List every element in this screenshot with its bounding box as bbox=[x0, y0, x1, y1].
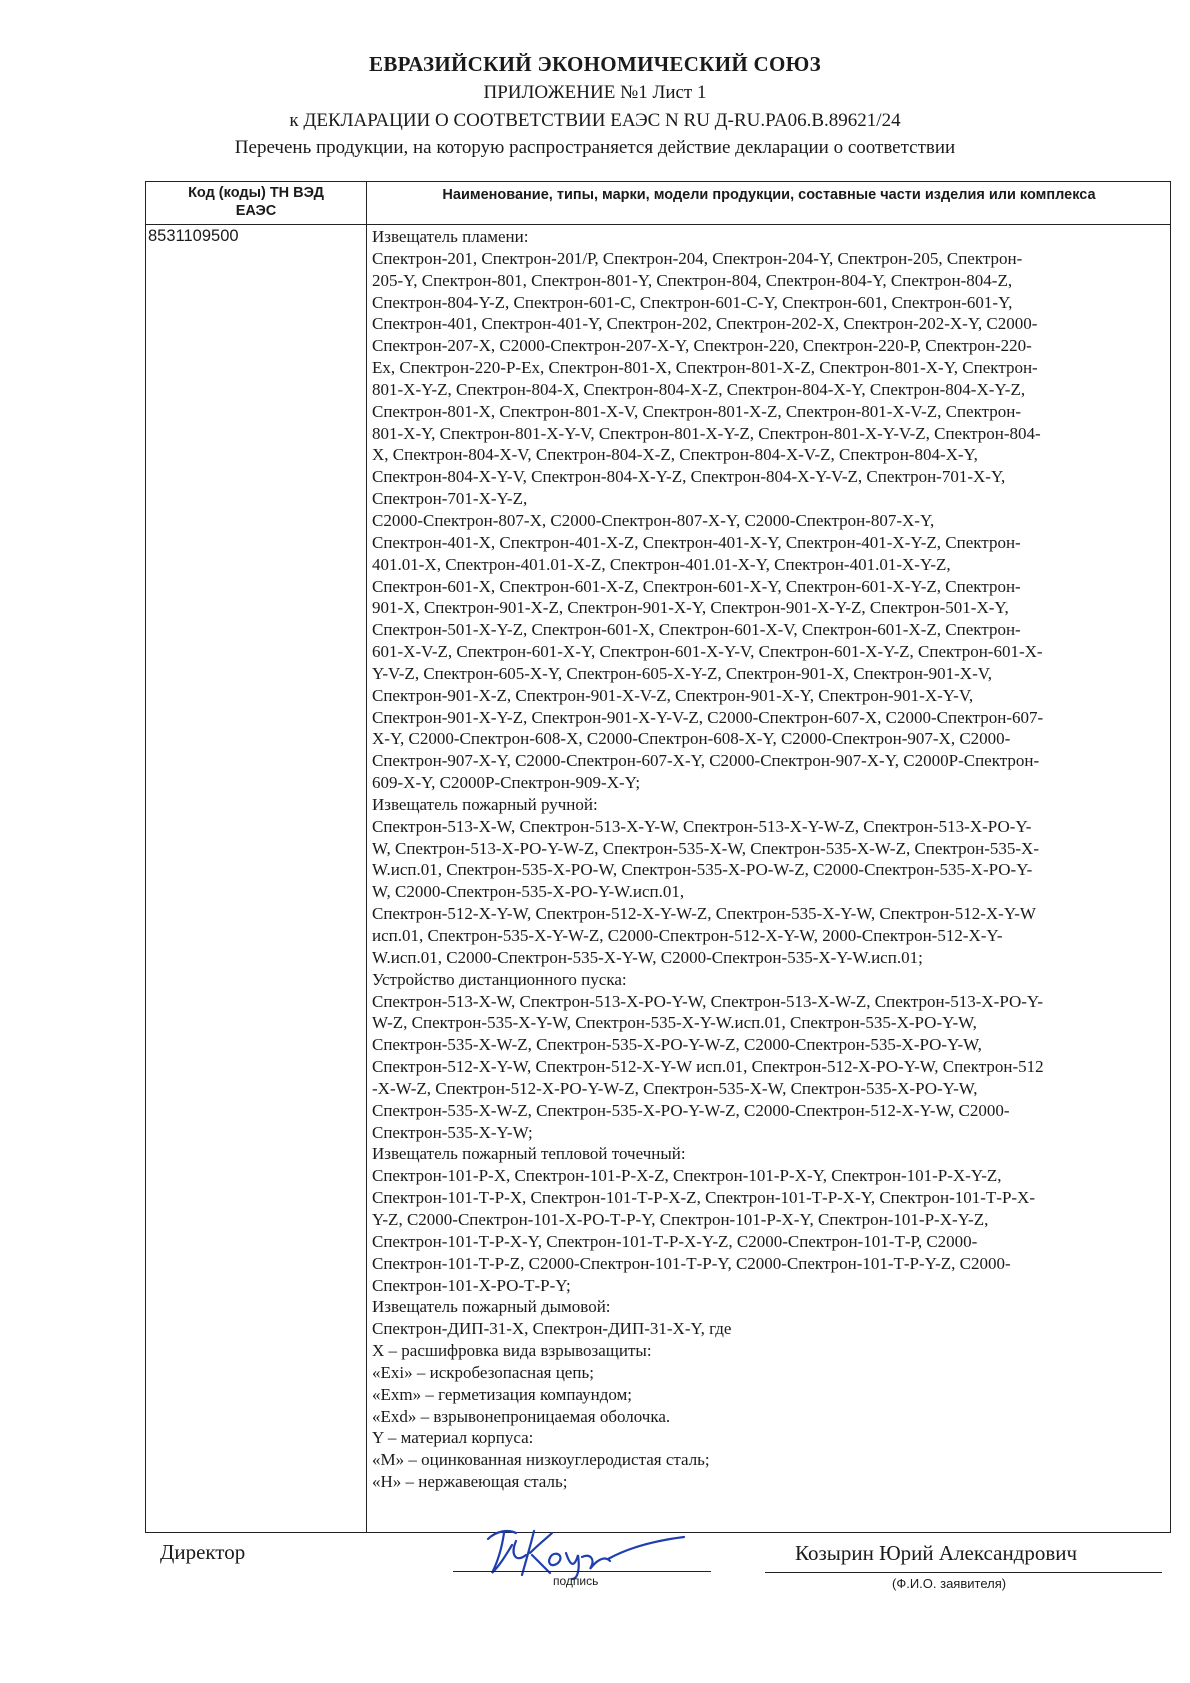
name-line bbox=[765, 1572, 1162, 1573]
description-line: Спектрон-601-Х, Спектрон-601-Х-Z, Спектрон-601-Х-Y, Спектрон-601-Х-Y-Z, Спектрон- bbox=[372, 576, 1021, 596]
description-line: Спектрон-101-Р-Х, Спектрон-101-Р-Х-Z, Спектрон-101-Р-Х-Y, Спектрон-101-Р-Х-Y-Z, bbox=[372, 1166, 1002, 1186]
header-divider bbox=[146, 224, 1170, 225]
description-line: Извещатель пожарный ручной: bbox=[372, 794, 598, 814]
description-line: Спектрон-101-Т-Р-Х-Y, Спектрон-101-Т-Р-Х-Y-Z, С2000-Спектрон-101-Т-Р, С2000- bbox=[372, 1231, 978, 1251]
description-line: Спектрон-501-Х-Y-Z, Спектрон-601-Х, Спектрон-601-Х-V, Спектрон-601-Х-Z, Спектрон- bbox=[372, 620, 1021, 640]
description-line: Х-Y, С2000-Спектрон-608-Х, С2000-Спектрон-608-Х-Y, С2000-Спектрон-907-Х, С2000- bbox=[372, 729, 1011, 749]
description-line: Спектрон-535-Х-W-Z, Спектрон-535-Х-РО-Y-W-Z, С2000-Спектрон-535-Х-РО-Y-W, bbox=[372, 1035, 982, 1055]
description-line: Спектрон-701-X-Y-Z, bbox=[372, 489, 528, 509]
code-header-line: ЕАЭС bbox=[235, 203, 277, 219]
column-divider bbox=[366, 182, 367, 1532]
description-line: W-Z, Спектрон-535-Х-Y-W, Спектрон-535-Х-Y-W.исп.01, Спектрон-535-Х-РО-Y-W, bbox=[372, 1013, 977, 1033]
description-line: «Exd» – взрывонепроницаемая оболочка. bbox=[372, 1406, 671, 1426]
description-line: 205-Y, Спектрон-801, Спектрон-801-Y, Спектрон-804, Спектрон-804-Y, Спектрон-804-Z, bbox=[372, 270, 1013, 290]
declaration-number: к ДЕКЛАРАЦИИ О СООТВЕТСТВИИ ЕАЭС N RU Д-RU.PA06.B.89621/24 bbox=[289, 110, 901, 131]
appendix-title: ПРИЛОЖЕНИЕ №1 Лист 1 bbox=[483, 82, 707, 103]
signature-caption: подпись bbox=[553, 1574, 599, 1588]
description-line: Устройство дистанционного пуска: bbox=[372, 969, 627, 989]
description-line: Спектрон-101-Х-РО-Т-Р-Y; bbox=[372, 1275, 571, 1295]
description-line: Извещатель пожарный дымовой: bbox=[372, 1297, 611, 1317]
description-line: «Н» – нержавеющая сталь; bbox=[372, 1472, 568, 1492]
description-line: Х – расшифровка вида взрывозащиты: bbox=[372, 1341, 652, 1361]
description-line: Спектрон-ДИП-31-Х, Спектрон-ДИП-31-Х-Y, где bbox=[372, 1319, 732, 1339]
description-line: Y-Z, С2000-Спектрон-101-Х-РО-Т-Р-Y, Спектрон-101-Р-Х-Y, Спектрон-101-Р-Х-Y-Z, bbox=[372, 1209, 989, 1229]
product-list-subtitle: Перечень продукции, на которую распространяется действие декларации о соответствии bbox=[234, 137, 956, 158]
description-line: X, Спектрон-804-X-V, Спектрон-804-X-Z, Спектрон-804-X-V-Z, Спектрон-804-X-Y, bbox=[372, 445, 978, 465]
description-line: Спектрон-535-Х-W-Z, Спектрон-535-Х-РО-Y-W-Z, С2000-Спектрон-512-Х-Y-W, С2000- bbox=[372, 1100, 1010, 1120]
description-line: 609-Х-Y, С2000Р-Спектрон-909-Х-Y; bbox=[372, 773, 641, 793]
description-line: W, С2000-Спектрон-535-Х-РО-Y-W.исп.01, bbox=[372, 882, 685, 902]
description-line: Спектрон-901-Х-Z, Спектрон-901-Х-V-Z, Спектрон-901-Х-Y, Спектрон-901-Х-Y-V, bbox=[372, 685, 974, 705]
code-column-header bbox=[146, 184, 366, 220]
code-header-line: Код (коды) ТН ВЭД bbox=[188, 185, 324, 201]
description-line: Спектрон-101-Т-Р-Z, С2000-Спектрон-101-Т-Р-Y, С2000-Спектрон-101-Т-Р-Y-Z, С2000- bbox=[372, 1253, 1011, 1273]
description-line: 901-Х, Спектрон-901-Х-Z, Спектрон-901-Х-Y, Спектрон-901-Х-Y-Z, Спектрон-501-Х-Y, bbox=[372, 598, 1009, 618]
description-line: С2000-Спектрон-807-Х, С2000-Спектрон-807-Х-Y, С2000-Спектрон-807-Х-Y, bbox=[372, 510, 935, 530]
description-line: Извещатель пожарный тепловой точечный: bbox=[372, 1144, 686, 1164]
description-line: Спектрон-907-Х-Y, С2000-Спектрон-607-Х-Y, С2000-Спектрон-907-Х-Y, С2000Р-Спектрон- bbox=[372, 751, 1040, 771]
signer-position: Директор bbox=[160, 1540, 246, 1564]
description-line: Спектрон-801-X, Спектрон-801-X-V, Спектрон-801-X-Z, Спектрон-801-X-V-Z, Спектрон- bbox=[372, 401, 1022, 421]
description-line: «М» – оцинкованная низкоуглеродистая сталь; bbox=[372, 1450, 710, 1470]
description-line: Спектрон-512-Х-Y-W, Спектрон-512-Х-Y-W исп.01, Спектрон-512-Х-РО-Y-W, Спектрон-512 bbox=[372, 1057, 1044, 1077]
description-line: Спектрон-512-Х-Y-W, Спектрон-512-Х-Y-W-Z, Спектрон-535-Х-Y-W, Спектрон-512-Х-Y-W bbox=[372, 904, 1036, 924]
description-line: Спектрон-804-X-Y-V, Спектрон-804-X-Y-Z, Спектрон-804-X-Y-V-Z, Спектрон-701-X-Y, bbox=[372, 467, 1006, 487]
description-line: 801-X-Y, Спектрон-801-X-Y-V, Спектрон-801-X-Y-Z, Спектрон-801-X-Y-V-Z, Спектрон-804- bbox=[372, 423, 1041, 443]
description-line: 601-Х-V-Z, Спектрон-601-Х-Y, Спектрон-601-Х-Y-V, Спектрон-601-Х-Y-Z, Спектрон-601-Х- bbox=[372, 642, 1043, 662]
hs-code-cell: 8531109500 bbox=[148, 227, 239, 245]
description-line: Спектрон-207-Х, С2000-Спектрон-207-Х-Y, Спектрон-220, Спектрон-220-Р, Спектрон-220- bbox=[372, 336, 1032, 356]
description-line: Спектрон-201, Спектрон-201/Р, Спектрон-204, Спектрон-204-Y, Спектрон-205, Спектрон- bbox=[372, 248, 1023, 268]
description-line: W.исп.01, С2000-Спектрон-535-Х-Y-W, С2000-Спектрон-535-Х-Y-W.исп.01; bbox=[372, 947, 923, 967]
description-line: 801-X-Y-Z, Спектрон-804-X, Спектрон-804-X-Z, Спектрон-804-X-Y, Спектрон-804-X-Y-Z, bbox=[372, 379, 1026, 399]
description-line: W.исп.01, Спектрон-535-Х-РО-W, Спектрон-535-Х-РО-W-Z, С2000-Спектрон-535-Х-РО-Y- bbox=[372, 860, 1033, 880]
description-line: Спектрон-804-Y-Z, Спектрон-601-С, Спектрон-601-С-Y, Спектрон-601, Спектрон-601-Y, bbox=[372, 292, 1013, 312]
product-description-cell bbox=[372, 226, 1167, 1493]
description-line: W, Спектрон-513-Х-РО-Y-W-Z, Спектрон-535-Х-W, Спектрон-535-Х-W-Z, Спектрон-535-Х- bbox=[372, 838, 1039, 858]
union-title: ЕВРАЗИЙСКИЙ ЭКОНОМИЧЕСКИЙ СОЮЗ bbox=[369, 52, 821, 76]
name-caption: (Ф.И.О. заявителя) bbox=[892, 1576, 1007, 1591]
name-column-header: Наименование, типы, марки, модели продукции, составные части изделия или комплекса bbox=[442, 187, 1096, 203]
description-line: Спектрон-535-Х-Y-W; bbox=[372, 1122, 533, 1142]
description-line: Спектрон-513-Х-W, Спектрон-513-Х-РО-Y-W, Спектрон-513-Х-W-Z, Спектрон-513-Х-РО-Y- bbox=[372, 991, 1043, 1011]
description-line: Спектрон-401, Спектрон-401-Y, Спектрон-202, Спектрон-202-Х, Спектрон-202-Х-Y, С2000- bbox=[372, 314, 1038, 334]
description-line: Спектрон-401-Х, Спектрон-401-Х-Z, Спектрон-401-Х-Y, Спектрон-401-Х-Y-Z, Спектрон- bbox=[372, 532, 1021, 552]
description-line: 401.01-Х, Спектрон-401.01-Х-Z, Спектрон-401.01-Х-Y, Спектрон-401.01-Х-Y-Z, bbox=[372, 554, 951, 574]
description-line: Y – материал корпуса: bbox=[372, 1428, 534, 1448]
description-line: исп.01, Спектрон-535-Х-Y-W-Z, С2000-Спектрон-512-Х-Y-W, 2000-Спектрон-512-Х-Y- bbox=[372, 926, 1003, 945]
description-line: «Exi» – искробезопасная цепь; bbox=[372, 1362, 594, 1382]
signature-line bbox=[453, 1571, 711, 1572]
description-line: Y-V-Z, Спектрон-605-Х-Y, Спектрон-605-Х-Y-Z, Спектрон-901-Х, Спектрон-901-Х-V, bbox=[372, 663, 993, 683]
description-line: Извещатель пламени: bbox=[372, 227, 529, 246]
description-line: Спектрон-101-Т-Р-Х, Спектрон-101-Т-Р-Х-Z, Спектрон-101-Т-Р-Х-Y, Спектрон-101-Т-Р-Х- bbox=[372, 1188, 1035, 1208]
description-line: Спектрон-513-Х-W, Спектрон-513-Х-Y-W, Спектрон-513-Х-Y-W-Z, Спектрон-513-Х-РО-Y- bbox=[372, 816, 1032, 836]
description-line: Спектрон-901-Х-Y-Z, Спектрон-901-Х-Y-V-Z, С2000-Спектрон-607-Х, С2000-Спектрон-607- bbox=[372, 707, 1044, 727]
description-line: Ex, Спектрон-220-P-Ex, Спектрон-801-X, Спектрон-801-X-Z, Спектрон-801-X-Y, Спектрон- bbox=[372, 358, 1038, 378]
description-line: -Х-W-Z, Спектрон-512-Х-РО-Y-W-Z, Спектрон-535-Х-W, Спектрон-535-Х-РО-Y-W, bbox=[372, 1078, 978, 1098]
description-line: «Exm» – герметизация компаундом; bbox=[372, 1384, 633, 1404]
product-table bbox=[145, 181, 1171, 1533]
signer-name: Козырин Юрий Александрович bbox=[795, 1541, 1078, 1565]
